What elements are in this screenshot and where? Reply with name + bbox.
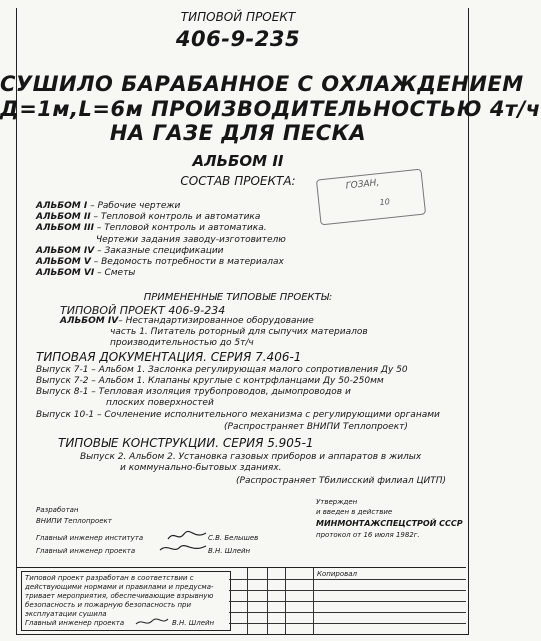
album-title: АЛЬБОМ II bbox=[192, 152, 284, 170]
grid-line bbox=[229, 590, 466, 591]
applied-album4: АЛЬБОМ IV– Нестандартизированное оборудование bbox=[60, 316, 314, 326]
typical-construct-line2: и коммунально-бытовых зданиях. bbox=[120, 463, 282, 473]
typical-doc-item: Выпуск 7-1 – Альбом 1. Заслонка регулирующая малого сопротивления Ду 50 bbox=[36, 365, 408, 375]
grid-line bbox=[229, 612, 466, 613]
note-line: Типовой проект разработан в соответствии с bbox=[25, 574, 194, 582]
stamp-text-2: 10 bbox=[379, 197, 391, 208]
composition-heading: СОСТАВ ПРОЕКТА: bbox=[180, 174, 296, 188]
copied-label: Копировал bbox=[317, 570, 357, 578]
grid-line bbox=[229, 579, 466, 580]
album-item: АЛЬБОМ V – Ведомость потребности в материалах bbox=[36, 257, 284, 267]
album-item: Чертежи задания заводу-изготовителю bbox=[96, 235, 286, 245]
album-item: АЛЬБОМ I – Рабочие чертежи bbox=[36, 201, 181, 211]
typical-doc-distributor: (Распространяет ВНИПИ Теплопроект) bbox=[224, 422, 408, 432]
typical-doc-item: плоских поверхностей bbox=[106, 398, 214, 408]
title-block bbox=[17, 567, 466, 634]
applied-album4-line2: часть 1. Питатель роторный для сыпучих материалов bbox=[110, 327, 368, 337]
approval-protocol: протокол от 16 июля 1982г. bbox=[316, 531, 420, 539]
album-item: АЛЬБОМ IV – Заказные спецификации bbox=[36, 246, 224, 256]
album-item: АЛЬБОМ VI – Сметы bbox=[36, 268, 136, 278]
grid-line bbox=[229, 623, 466, 624]
title-line-2: Д=1м,L=6м ПРОИЗВОДИТЕЛЬНОСТЬЮ 4т/ч bbox=[0, 97, 541, 121]
signature-3 bbox=[134, 616, 170, 628]
developer-org: ВНИПИ Теплопроект bbox=[36, 517, 112, 525]
developer-role-2: Главный инженер проекта bbox=[36, 547, 136, 555]
title-line-1: СУШИЛО БАРАБАННОЕ С ОХЛАЖДЕНИЕМ bbox=[0, 72, 524, 96]
album-item: АЛЬБОМ III – Тепловой контроль и автоматика. bbox=[36, 223, 267, 233]
stamp-text-1: ГОЗАН, bbox=[345, 178, 380, 192]
project-number: 406-9-235 bbox=[175, 27, 301, 51]
note-line: эксплуатации сушила bbox=[25, 610, 107, 618]
applied-heading: ПРИМЕНЕННЫЕ ТИПОВЫЕ ПРОЕКТЫ: bbox=[143, 292, 333, 303]
title-line-3: НА ГАЗЕ ДЛЯ ПЕСКА bbox=[109, 121, 367, 145]
typical-construct-heading: ТИПОВЫЕ КОНСТРУКЦИИ. СЕРИЯ 5.905-1 bbox=[58, 436, 314, 450]
typical-construct-distributor: (Распространяет Тбилисский филиал ЦИТП) bbox=[236, 476, 447, 486]
approval-approved: Утвержден bbox=[316, 498, 358, 506]
typical-doc-heading: ТИПОВАЯ ДОКУМЕНТАЦИЯ. СЕРИЯ 7.406-1 bbox=[36, 350, 302, 364]
typical-construct-line1: Выпуск 2. Альбом 2. Установка газовых приборов и аппаратов в жилых bbox=[80, 452, 422, 462]
signature-2 bbox=[158, 541, 208, 555]
developer-role-1: Главный инженер института bbox=[36, 534, 144, 542]
developer-name-1: С.В. Белышев bbox=[208, 534, 259, 542]
title-block-note bbox=[21, 571, 231, 631]
note-line: действующими нормами и правилами и предусма- bbox=[25, 583, 214, 591]
typical-doc-item: Выпуск 10-1 – Сочленение исполнительного механизма с регулирующими органами bbox=[36, 410, 440, 420]
note-role: Главный инженер проекта bbox=[25, 619, 125, 627]
project-label: ТИПОВОЙ ПРОЕКТ bbox=[180, 10, 296, 24]
note-name: В.Н. Шлейн bbox=[172, 619, 215, 627]
grid-line bbox=[229, 601, 466, 602]
developer-name-2: В.Н. Шлейн bbox=[208, 547, 251, 555]
developer-label: Разработан bbox=[36, 506, 79, 514]
typical-doc-item: Выпуск 8-1 – Тепловая изоляция трубопроводов, дымопроводов и bbox=[36, 387, 351, 397]
note-line: безопасность и пожарную безопасность при bbox=[25, 601, 192, 609]
approval-enacted: и введен в действие bbox=[316, 508, 393, 516]
applied-project: ТИПОВОЙ ПРОЕКТ 406-9-234 bbox=[60, 304, 226, 317]
applied-album4-line3: производительностью до 5т/ч bbox=[110, 338, 254, 348]
album-item: АЛЬБОМ II – Тепловой контроль и автоматика bbox=[36, 212, 261, 222]
note-line: тривает мероприятия, обеспечивающие взрывную bbox=[25, 592, 214, 600]
typical-doc-item: Выпуск 7-2 – Альбом 1. Клапаны круглые с контрфланцами Ду 50-250мм bbox=[36, 376, 384, 386]
approval-ministry: МИНМОНТАЖСПЕЦСТРОЙ СССР bbox=[316, 519, 463, 528]
